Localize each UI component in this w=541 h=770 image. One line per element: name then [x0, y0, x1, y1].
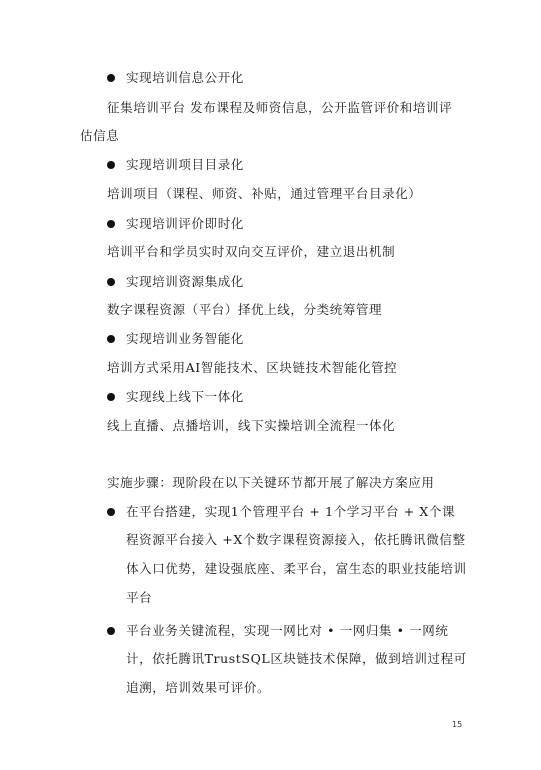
step-line: 平台: [126, 590, 153, 605]
bullet-icon: [107, 74, 115, 82]
item-description: 培训方式采用AI智能技术、区块链技术智能化管控: [107, 360, 398, 375]
step-line: 在平台搭建，实现1个管理平台 + 1个学习平台 + X个课: [126, 504, 456, 519]
bullet-icon: [107, 278, 115, 286]
bullet-icon: [107, 161, 115, 169]
item-description: 培训项目（课程、师资、补贴，通过管理平台目录化）: [107, 186, 422, 201]
bullet-icon: [107, 393, 115, 401]
item-heading: 实现培训业务智能化: [126, 331, 244, 346]
item-heading: 实现培训信息公开化: [126, 70, 244, 85]
item-description: 估信息: [80, 128, 120, 143]
item-heading: 实现培训资源集成化: [126, 274, 244, 289]
bullet-icon: [107, 220, 115, 228]
item-description: 培训平台和学员实时双向交互评价，建立退出机制: [107, 244, 396, 259]
item-description: 数字课程资源（平台）择优上线，分类统筹管理: [107, 302, 383, 317]
item-heading: 实现线上线下一体化: [126, 389, 244, 404]
item-heading: 实现培训项目目录化: [126, 157, 244, 172]
item-description: 线上直播、点播培训，线下实操培训全流程一体化: [107, 418, 396, 433]
item-heading: 实现培训评价即时化: [126, 216, 244, 231]
step-line: 程资源平台接入 +X个数字课程资源接入，依托腾讯微信整: [126, 532, 466, 547]
page-number: 15: [452, 720, 463, 729]
step-line: 追溯，培训效果可评价。: [126, 680, 271, 695]
bullet-icon: [107, 335, 115, 343]
bullet-icon: [107, 508, 115, 516]
step-line: 平台业务关键流程，实现一网比对 • 一网归集 • 一网统: [126, 623, 449, 638]
step-line: 计，依托腾讯TrustSQL区块链技术保障，做到培训过程可: [126, 651, 467, 666]
item-description: 征集培训平台 发布课程及师资信息，公开监管评价和培训评: [107, 100, 453, 115]
step-line: 体入口优势，建设强底座、柔平台，富生态的职业技能培训: [126, 561, 467, 576]
bullet-icon: [107, 627, 115, 635]
steps-title: 实施步骤：现阶段在以下关键环节都开展了解决方案应用: [107, 475, 435, 490]
